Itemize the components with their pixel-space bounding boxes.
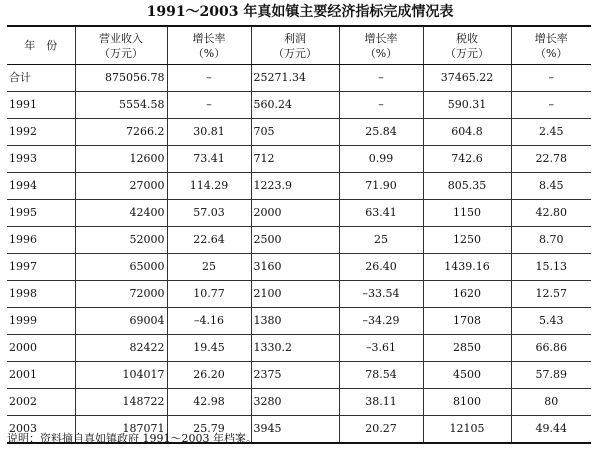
table-row — [7, 119, 591, 146]
profit-growth-cell: 25 — [339, 227, 423, 254]
year-cell: 2000 — [7, 335, 75, 362]
header-profit-growth — [339, 26, 423, 65]
year-cell: 2003 — [7, 416, 75, 444]
year-cell: 1997 — [7, 254, 75, 281]
tax-growth-cell: 5.43 — [511, 308, 591, 335]
year-cell: 1998 — [7, 281, 75, 308]
year-cell: 1995 — [7, 200, 75, 227]
header-profit — [251, 26, 339, 65]
year-cell: 1994 — [7, 173, 75, 200]
revenue-growth-cell: 73.41 — [167, 146, 251, 173]
header-label: 营业收入 — [99, 31, 143, 45]
profit-cell: 2100 — [251, 281, 339, 308]
revenue-growth-cell: 22.64 — [167, 227, 251, 254]
revenue-growth-cell: –4.16 — [167, 308, 251, 335]
revenue-cell: 12600 — [75, 146, 167, 173]
year-cell: 1993 — [7, 146, 75, 173]
tax-cell: 12105 — [423, 416, 511, 444]
tax-cell: 742.6 — [423, 146, 511, 173]
profit-growth-cell: – — [339, 92, 423, 119]
revenue-growth-cell: – — [167, 92, 251, 119]
economic-indicators-table — [7, 25, 591, 444]
year-cell: 1996 — [7, 227, 75, 254]
year-cell: 2001 — [7, 362, 75, 389]
table-note: 说明：资料摘自真如镇政府 1991～2003 年档案。 — [7, 432, 257, 445]
header-tax-growth — [511, 26, 591, 65]
tax-cell: 590.31 — [423, 92, 511, 119]
tax-cell: 37465.22 — [423, 65, 511, 92]
tax-growth-cell: 2.45 — [511, 119, 591, 146]
tax-cell: 2850 — [423, 335, 511, 362]
profit-cell: 712 — [251, 146, 339, 173]
profit-cell: 25271.34 — [251, 65, 339, 92]
table-row — [7, 92, 591, 119]
profit-cell: 2500 — [251, 227, 339, 254]
table-row — [7, 146, 591, 173]
profit-cell: 2000 — [251, 200, 339, 227]
tax-growth-cell: 15.13 — [511, 254, 591, 281]
profit-cell: 560.24 — [251, 92, 339, 119]
tax-growth-cell: 22.78 — [511, 146, 591, 173]
revenue-cell: 82422 — [75, 335, 167, 362]
profit-growth-cell: –3.61 — [339, 335, 423, 362]
revenue-growth-cell: 10.77 — [167, 281, 251, 308]
table-header-row — [7, 26, 591, 65]
header-label: 年 份 — [24, 39, 58, 52]
tax-growth-cell: 8.70 — [511, 227, 591, 254]
tax-cell: 805.35 — [423, 173, 511, 200]
revenue-growth-cell: 42.98 — [167, 389, 251, 416]
profit-growth-cell: –34.29 — [339, 308, 423, 335]
table-row — [7, 389, 591, 416]
tax-cell: 1708 — [423, 308, 511, 335]
profit-growth-cell: –33.54 — [339, 281, 423, 308]
year-cell: 1999 — [7, 308, 75, 335]
tax-cell: 1250 — [423, 227, 511, 254]
revenue-cell: 42400 — [75, 200, 167, 227]
header-unit: （%） — [535, 46, 568, 60]
year-cell: 1992 — [7, 119, 75, 146]
tax-cell: 1620 — [423, 281, 511, 308]
table-row — [7, 227, 591, 254]
tax-cell: 1150 — [423, 200, 511, 227]
profit-growth-cell: 0.99 — [339, 146, 423, 173]
profit-growth-cell: 20.27 — [339, 416, 423, 444]
revenue-growth-cell: 114.29 — [167, 173, 251, 200]
tax-cell: 8100 — [423, 389, 511, 416]
table-title: 1991～2003 年真如镇主要经济指标完成情况表 — [146, 4, 454, 20]
table-row — [7, 335, 591, 362]
revenue-growth-cell: 26.20 — [167, 362, 251, 389]
revenue-cell: 52000 — [75, 227, 167, 254]
profit-growth-cell: 63.41 — [339, 200, 423, 227]
profit-growth-cell: 38.11 — [339, 389, 423, 416]
tax-growth-cell: 80 — [511, 389, 591, 416]
header-label: 增长率 — [364, 31, 398, 45]
tax-growth-cell: – — [511, 92, 591, 119]
table-row — [7, 200, 591, 227]
header-unit: （%） — [364, 46, 398, 60]
revenue-growth-cell: 25 — [167, 254, 251, 281]
revenue-cell: 104017 — [75, 362, 167, 389]
table-row — [7, 308, 591, 335]
profit-cell: 1380 — [251, 308, 339, 335]
tax-growth-cell: 66.86 — [511, 335, 591, 362]
revenue-cell: 187071 — [75, 416, 167, 444]
profit-growth-cell: 25.84 — [339, 119, 423, 146]
year-cell: 2002 — [7, 389, 75, 416]
tax-growth-cell: 57.89 — [511, 362, 591, 389]
revenue-cell: 148722 — [75, 389, 167, 416]
revenue-growth-cell: 30.81 — [167, 119, 251, 146]
profit-growth-cell: 26.40 — [339, 254, 423, 281]
profit-cell: 2375 — [251, 362, 339, 389]
table-row — [7, 65, 591, 92]
tax-cell: 1439.16 — [423, 254, 511, 281]
profit-cell: 1223.9 — [251, 173, 339, 200]
tax-growth-cell: 49.44 — [511, 416, 591, 444]
profit-growth-cell: 71.90 — [339, 173, 423, 200]
revenue-growth-cell: – — [167, 65, 251, 92]
revenue-cell: 5554.58 — [75, 92, 167, 119]
revenue-cell: 875056.78 — [75, 65, 167, 92]
tax-cell: 4500 — [423, 362, 511, 389]
year-cell: 1991 — [7, 92, 75, 119]
profit-cell: 3280 — [251, 389, 339, 416]
revenue-cell: 27000 — [75, 173, 167, 200]
header-tax — [423, 26, 511, 65]
revenue-cell: 65000 — [75, 254, 167, 281]
header-revenue — [75, 26, 167, 65]
header-unit: （万元） — [273, 46, 317, 60]
header-year — [7, 26, 75, 65]
table-row — [7, 281, 591, 308]
header-label: 税收 — [456, 31, 478, 45]
profit-cell: 705 — [251, 119, 339, 146]
tax-growth-cell: 42.80 — [511, 200, 591, 227]
profit-cell: 1330.2 — [251, 335, 339, 362]
table-body — [7, 65, 591, 444]
profit-cell: 3945 — [251, 416, 339, 444]
header-label: 增长率 — [534, 31, 568, 45]
profit-growth-cell: 78.54 — [339, 362, 423, 389]
table-row — [7, 254, 591, 281]
header-label: 利润 — [284, 31, 306, 45]
tax-growth-cell: 12.57 — [511, 281, 591, 308]
revenue-cell: 69004 — [75, 308, 167, 335]
header-unit: （%） — [192, 46, 226, 60]
header-unit: （万元） — [445, 46, 489, 60]
header-label: 增长率 — [192, 31, 226, 45]
revenue-cell: 7266.2 — [75, 119, 167, 146]
year-cell: 合计 — [7, 65, 75, 92]
tax-growth-cell: – — [511, 65, 591, 92]
header-unit: （万元） — [99, 46, 143, 60]
header-revenue-growth — [167, 26, 251, 65]
revenue-growth-cell: 57.03 — [167, 200, 251, 227]
table-row — [7, 173, 591, 200]
revenue-growth-cell: 19.45 — [167, 335, 251, 362]
tax-growth-cell: 8.45 — [511, 173, 591, 200]
table-row — [7, 362, 591, 389]
profit-cell: 3160 — [251, 254, 339, 281]
tax-cell: 604.8 — [423, 119, 511, 146]
profit-growth-cell: – — [339, 65, 423, 92]
revenue-growth-cell: 25.79 — [167, 416, 251, 444]
revenue-cell: 72000 — [75, 281, 167, 308]
